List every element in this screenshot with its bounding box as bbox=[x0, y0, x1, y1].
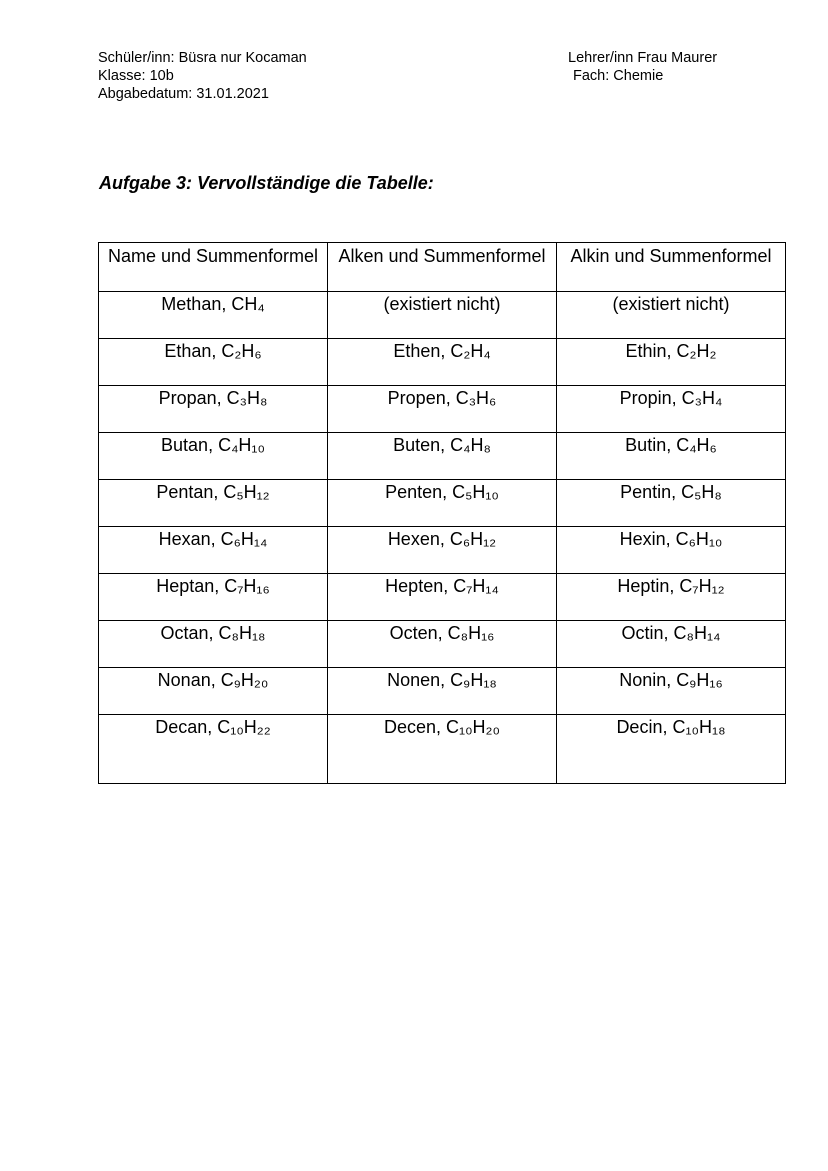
table-row bbox=[99, 621, 786, 668]
cell-alkyne: Decin, C₁₀H₁₈ bbox=[557, 715, 786, 784]
cell-alkene: Buten, C₄H₈ bbox=[328, 433, 557, 480]
due-date: Abgabedatum: 31.01.2021 bbox=[98, 86, 269, 102]
cell-alkyne: Hexin, C₆H₁₀ bbox=[557, 527, 786, 574]
cell-alkene: Ethen, C₂H₄ bbox=[328, 339, 557, 386]
header-student-info bbox=[98, 49, 307, 103]
cell-alkene: Hexen, C₆H₁₂ bbox=[328, 527, 557, 574]
header-alkane: Name und Summenformel bbox=[99, 243, 328, 292]
teacher-name: Lehrer/inn Frau Maurer bbox=[568, 50, 718, 66]
hydrocarbon-table bbox=[98, 242, 786, 784]
cell-alkane: Hexan, C₆H₁₄ bbox=[99, 527, 328, 574]
cell-alkyne: Butin, C₄H₆ bbox=[557, 433, 786, 480]
table-row bbox=[99, 339, 786, 386]
cell-alkyne: Octin, C₈H₁₄ bbox=[557, 621, 786, 668]
cell-alkane: Decan, C₁₀H₂₂ bbox=[99, 715, 328, 784]
cell-alkane: Octan, C₈H₁₈ bbox=[99, 621, 328, 668]
cell-alkyne: Heptin, C₇H₁₂ bbox=[557, 574, 786, 621]
subject-label: Fach: Chemie bbox=[573, 68, 664, 84]
cell-alkene: Penten, C₅H₁₀ bbox=[328, 480, 557, 527]
class-label: Klasse: 10b bbox=[98, 68, 174, 84]
table-row bbox=[99, 574, 786, 621]
cell-alkene: Propen, C₃H₆ bbox=[328, 386, 557, 433]
table-row bbox=[99, 433, 786, 480]
table-row bbox=[99, 715, 786, 784]
header-teacher-info bbox=[568, 49, 717, 85]
cell-alkane: Butan, C₄H₁₀ bbox=[99, 433, 328, 480]
cell-alkyne: (existiert nicht) bbox=[557, 292, 786, 339]
student-name: Schüler/inn: Büsra nur Kocaman bbox=[98, 50, 307, 66]
cell-alkene: Octen, C₈H₁₆ bbox=[328, 621, 557, 668]
table-row bbox=[99, 292, 786, 339]
cell-alkane: Nonan, C₉H₂₀ bbox=[99, 668, 328, 715]
cell-alkyne: Propin, C₃H₄ bbox=[557, 386, 786, 433]
cell-alkene: Hepten, C₇H₁₄ bbox=[328, 574, 557, 621]
table-row bbox=[99, 386, 786, 433]
table-header-row bbox=[99, 243, 786, 292]
cell-alkyne: Pentin, C₅H₈ bbox=[557, 480, 786, 527]
header-alkene: Alken und Summenformel bbox=[328, 243, 557, 292]
table-row bbox=[99, 527, 786, 574]
task-title: Aufgabe 3: Vervollständige die Tabelle: bbox=[99, 173, 434, 193]
cell-alkane: Heptan, C₇H₁₆ bbox=[99, 574, 328, 621]
cell-alkene: (existiert nicht) bbox=[328, 292, 557, 339]
cell-alkane: Methan, CH₄ bbox=[99, 292, 328, 339]
table-row bbox=[99, 480, 786, 527]
cell-alkane: Ethan, C₂H₆ bbox=[99, 339, 328, 386]
cell-alkyne: Nonin, C₉H₁₆ bbox=[557, 668, 786, 715]
header-alkyne: Alkin und Summenformel bbox=[557, 243, 786, 292]
cell-alkene: Decen, C₁₀H₂₀ bbox=[328, 715, 557, 784]
table-row bbox=[99, 668, 786, 715]
cell-alkyne: Ethin, C₂H₂ bbox=[557, 339, 786, 386]
cell-alkene: Nonen, C₉H₁₈ bbox=[328, 668, 557, 715]
cell-alkane: Pentan, C₅H₁₂ bbox=[99, 480, 328, 527]
cell-alkane: Propan, C₃H₈ bbox=[99, 386, 328, 433]
